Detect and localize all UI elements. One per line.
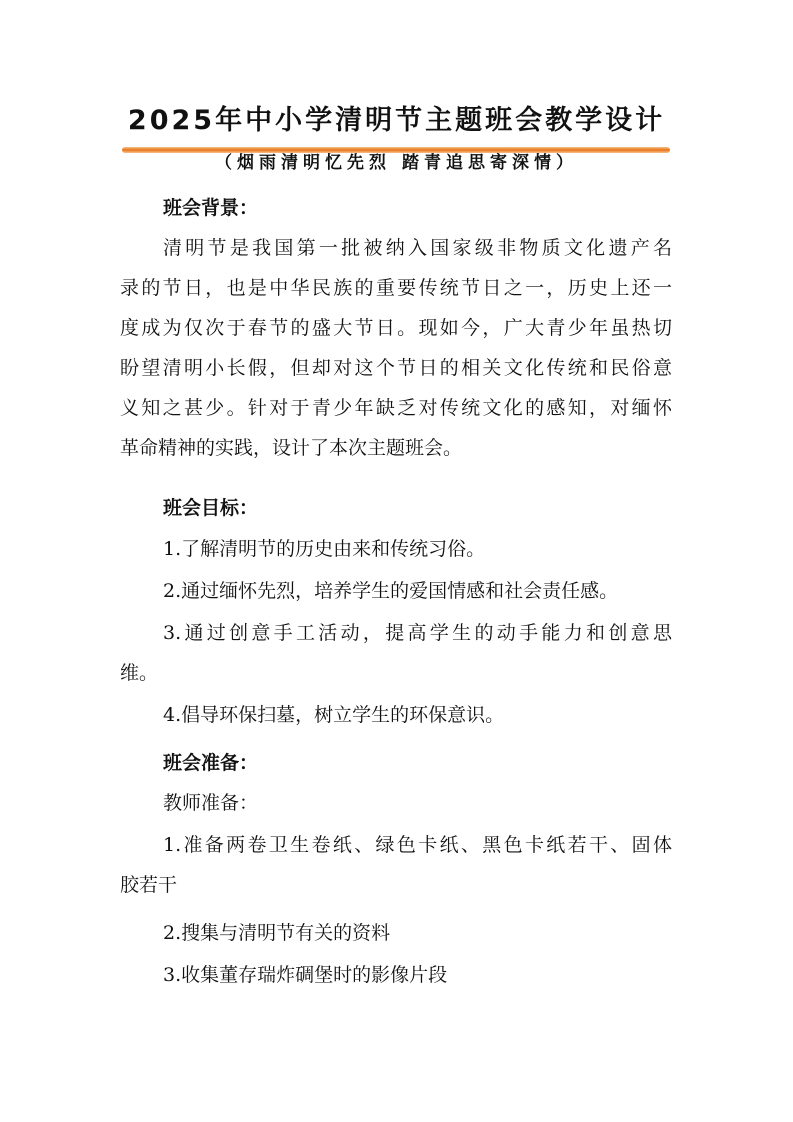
prep-subheading: 教师准备： <box>163 792 259 814</box>
paragraph-line: 清明节是我国第一批被纳入国家级非物质文化遗产名 <box>163 237 672 259</box>
prep-item: 2.搜集与清明节有关的资料 <box>163 922 391 944</box>
paragraph-line: 义知之甚少。针对于青少年缺乏对传统文化的感知，对缅怀 <box>120 397 672 419</box>
paragraph-line: 盼望清明小长假，但却对这个节日的相关文化传统和民俗意 <box>120 357 672 379</box>
goal-item: 4.倡导环保扫墓，树立学生的环保意识。 <box>163 704 505 726</box>
goal-item: 2.通过缅怀先烈，培养学生的爱国情感和社会责任感。 <box>163 580 619 602</box>
section-heading-background: 班会背景： <box>163 197 259 219</box>
prep-item-cont: 胶若干 <box>120 874 178 896</box>
paragraph-line: 革命精神的实践，设计了本次主题班会。 <box>120 437 463 459</box>
paragraph-line: 度成为仅次于春节的盛大节日。现如今，广大青少年虽热切 <box>120 317 672 339</box>
subtitle: （烟雨清明忆先烈 踏青追思寄深情） <box>215 153 578 173</box>
page-title: 2025年中小学清明节主题班会教学设计 <box>127 105 666 136</box>
goal-item: 3.通过创意手工活动，提高学生的动手能力和创意思 <box>163 622 672 644</box>
section-heading-goals: 班会目标： <box>163 497 259 519</box>
paragraph-line: 录的节日，也是中华民族的重要传统节日之一，历史上还一 <box>120 277 672 299</box>
prep-item: 1.准备两卷卫生卷纸、绿色卡纸、黑色卡纸若干、固体 <box>163 834 672 856</box>
section-heading-prep: 班会准备： <box>163 752 259 774</box>
goal-item: 1.了解清明节的历史由来和传统习俗。 <box>163 538 486 560</box>
goal-item-cont: 维。 <box>120 662 159 684</box>
prep-item: 3.收集董存瑞炸碉堡时的影像片段 <box>163 964 448 986</box>
